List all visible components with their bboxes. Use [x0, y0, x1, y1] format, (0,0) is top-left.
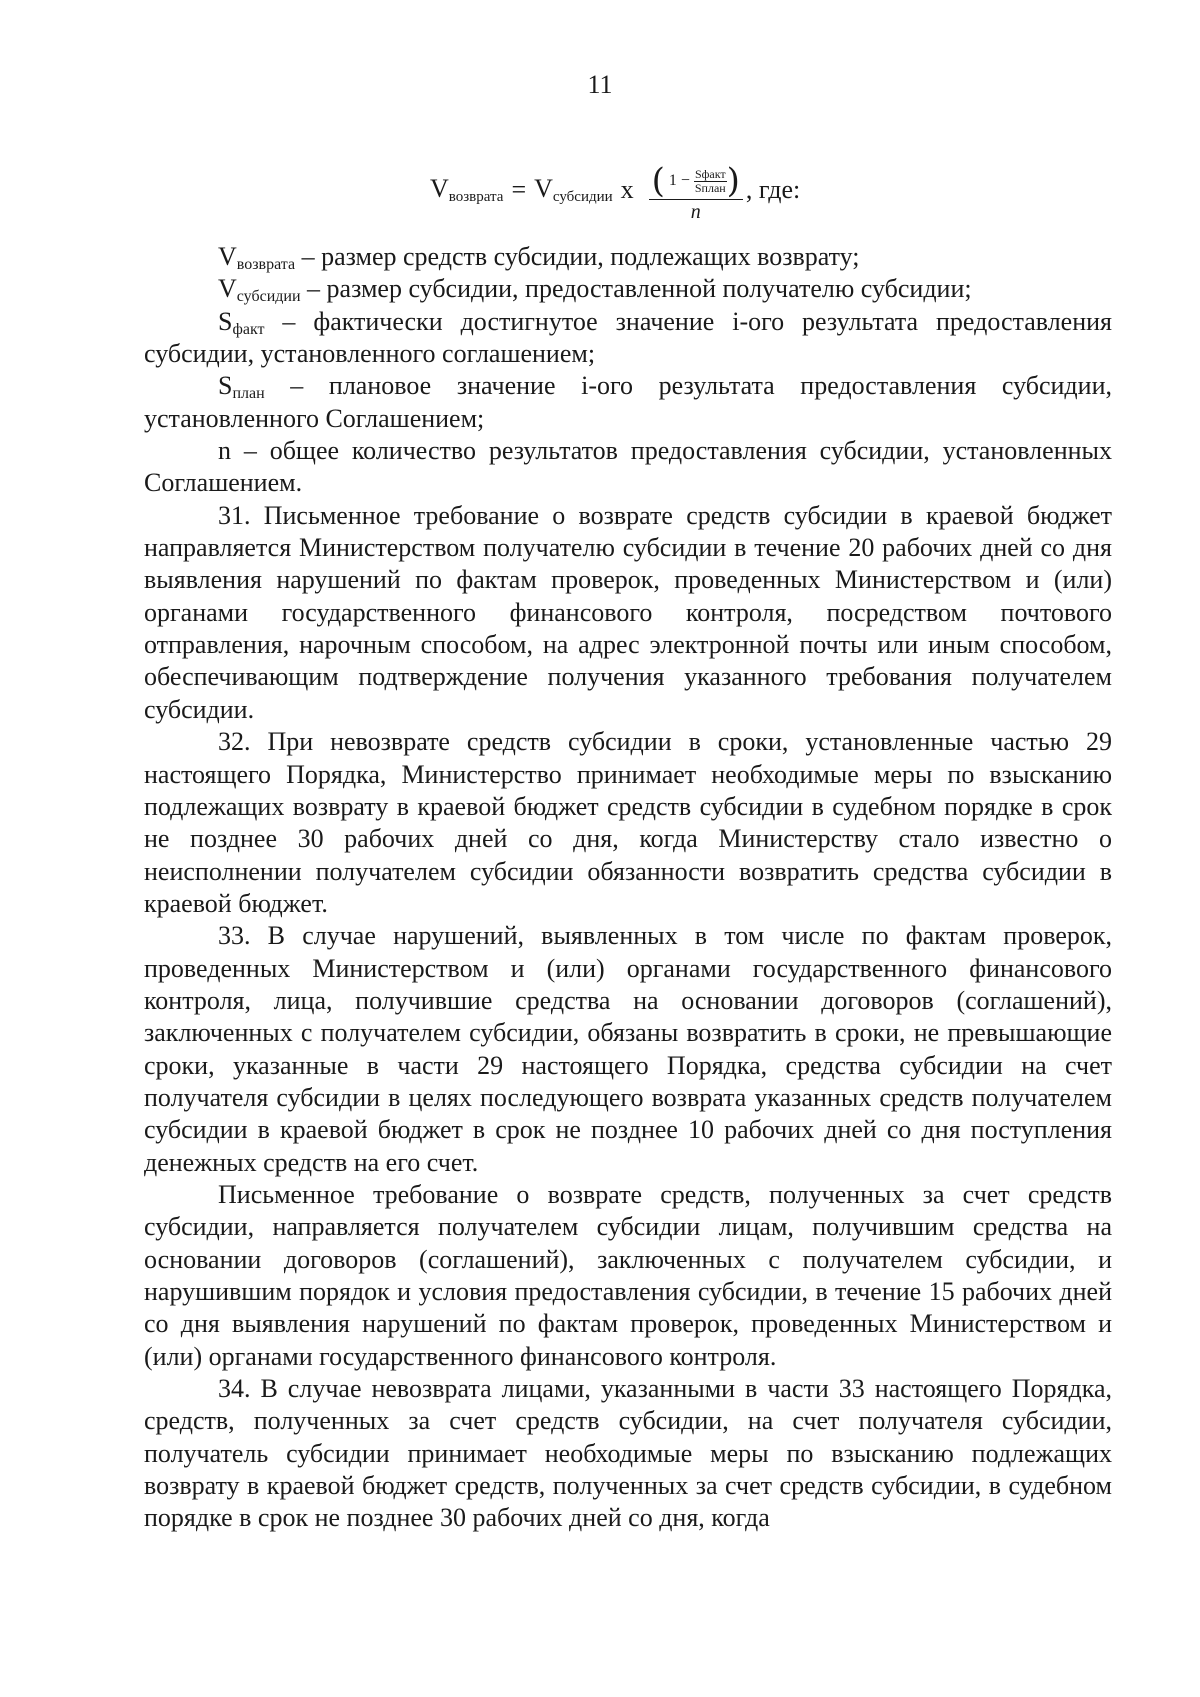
formula-s-fact: Sфакт [694, 166, 726, 181]
formula-one-minus: 1 − [668, 172, 690, 189]
formula-ratio [694, 168, 727, 195]
formula-equals: = [511, 175, 527, 204]
refund-formula [430, 160, 801, 223]
paragraph-34: 34. В случае невозврата лицами, указанными в части 33 настоящего Порядка, средств, полученных за счет средств субсидии, на счет получателя субсидии, получатель субсидии принимает необходимые меры по взысканию подлежащих возврату в краевой бюджет средств, полученных за счет средств субсидии, в судебном порядке в срок не позднее 30 рабочих дней со дня, когда [144, 1374, 1112, 1533]
formula-s-plan: Sплан [694, 180, 726, 195]
formula-tail: , где: [745, 175, 801, 204]
document-body [144, 241, 1112, 1535]
formula-paren-open: ( [651, 161, 665, 201]
definition-v-subsidy: $V_{субсидии}$ – размер субсидии, предоставленной получателю субсидии; [218, 274, 972, 306]
formula-fraction [649, 161, 743, 224]
formula-rhs: $V_{субсидии}$ [534, 174, 613, 205]
page-number: 11 [587, 70, 613, 99]
formula-numerator [649, 161, 743, 201]
paragraph-31: 31. Письменное требование о возврате средств субсидии в краевой бюджет направляется Министерством получателю субсидии в течение 20 рабочих дней со дня выявления нарушений по фактам проверок, проведенных Министерством и (или) органами государственного финансового контроля, посредством почтового отправления, нарочным способом, на адрес электронной почты или иным способом, обеспечивающим подтверждение получения указанного требования получателем субсидии. [144, 500, 1112, 724]
formula-lhs: $V_{возврата}$ [430, 174, 504, 205]
definition-s-fact: $S_{факт}$ – фактически достигнутое значение i-ого результата предоставления субсидии, установленного соглашением; [144, 306, 1112, 369]
definition-s-plan: $S_{план}$ – плановое значение i-ого результата предоставления субсидии, установленного Соглашением; [144, 371, 1112, 433]
definition-v-return: $V_{возврата}$ – размер средств субсидии, подлежащих возврату; [218, 242, 860, 273]
paragraph-32: 32. При невозврате средств субсидии в сроки, установленные частью 29 настоящего Порядка, Министерство принимает необходимые меры по взысканию подлежащих возврату в краевой бюджет средств субсидии в судебном порядке в срок не позднее 30 рабочих дней со дня, когда Министерству стало известно о неисполнении получателем субсидии обязанности возвратить средства субсидии в краевой бюджет. [144, 727, 1112, 918]
paragraph-33: 33. В случае нарушений, выявленных в том числе по фактам проверок, проведенных Министерством и (или) органами государственного финансового контроля, лица, получившие средства на основании договоров (соглашений), заключенных с получателем субсидии, обязаны возвратить в сроки, не превышающие сроки, указанные в части 29 настоящего Порядка, средства субсидии на счет получателя субсидии в целях последующего возврата указанных средств получателем субсидии в краевой бюджет в срок не позднее 10 рабочих дней со дня поступления денежных средств на его счет. [144, 921, 1112, 1177]
formula-times: х [620, 175, 634, 204]
formula-paren-close: ) [726, 161, 740, 201]
formula-denominator: n [690, 201, 701, 223]
paragraph-33-continued: Письменное требование о возврате средств, полученных за счет средств субсидии, направляется получателем субсидии лицам, получившим средства на основании договоров (соглашений), заключенных с получателем субсидии, и нарушившим порядок и условия предоставления субсидии, в течение 15 рабочих дней со дня выявления нарушений по фактам проверок, проведенных Министерством и (или) органами государственного финансового контроля. [144, 1179, 1112, 1371]
definition-n: n – общее количество результатов предоставления субсидии, установленных Соглашением. [144, 436, 1112, 498]
